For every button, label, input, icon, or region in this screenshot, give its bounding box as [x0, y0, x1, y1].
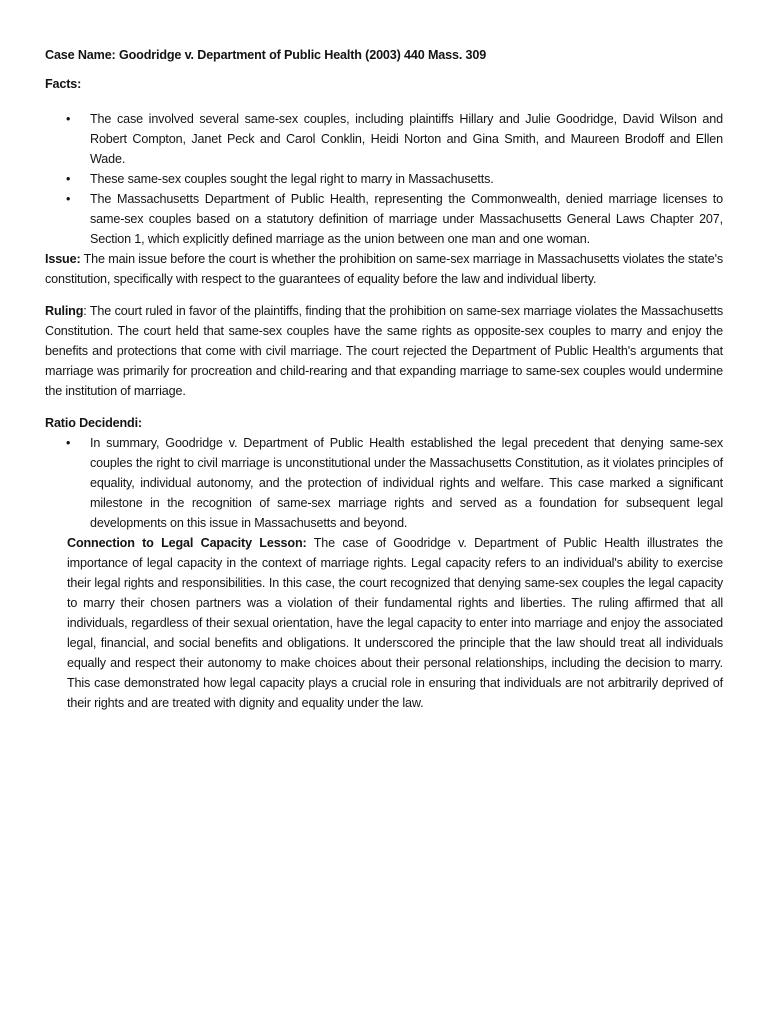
bullet-icon: • [66, 192, 71, 206]
facts-list [45, 109, 723, 249]
issue-text: The main issue before the court is whether the prohibition on same-sex marriage in Massachusetts violates the state's constitution, specifically with respect to the guarantees of equality before the law and individual liberty. [45, 252, 723, 286]
case-name-label: Case Name: [45, 48, 116, 62]
facts-heading: Facts: [45, 77, 82, 91]
ratio-text: In summary, Goodridge v. Department of Public Health established the legal precedent that denying same-sex couples the right to civil marriage is unconstitutional under the Massachusetts Constitution, as it violates principles of equality, individual autonomy, and the protection of individual rights and welfare. This case marked a significant milestone in the recognition of same-sex marriage rights and served as a foundation for subsequent legal developments on this issue in Massachusetts and beyond. [90, 436, 723, 530]
list-item [45, 169, 723, 189]
ratio-list [45, 433, 723, 533]
fact-text: The Massachusetts Department of Public Health, representing the Commonwealth, denied marriage licenses to same-sex couples based on a statutory definition of marriage under Massachusetts General Laws Chapter 207, Section 1, which explicitly defined marriage as the union between one man and one woman. [90, 192, 723, 246]
ruling-paragraph [45, 301, 723, 401]
list-item [45, 189, 723, 249]
case-name-value: Goodridge v. Department of Public Health (2003) 440 Mass. 309 [118, 48, 487, 62]
connection-text: The case of Goodridge v. Department of Public Health illustrates the importance of legal capacity in the context of marriage rights. Legal capacity refers to an individual's ability to exercise their legal rights and responsibilities. In this case, the court recognized that denying same-sex couples the legal capacity to marry their chosen partners was a violation of their fundamental rights and liberties. The ruling affirmed that all individuals, regardless of their sexual orientation, have the legal capacity to enter into marriage and enjoy the associated legal, financial, and social benefits and obligations. It underscored the principle that the law should treat all individuals equally and respect their autonomy to make choices about their personal relationships, including the decision to marry. This case demonstrated how legal capacity plays a crucial role in ensuring that individuals are not arbitrarily deprived of their rights and are treated with dignity and equality under the law. [67, 536, 723, 710]
list-item [45, 433, 723, 533]
document-page [45, 45, 723, 713]
bullet-icon: • [66, 436, 71, 450]
list-item [45, 109, 723, 169]
connection-paragraph [67, 533, 723, 713]
connection-label: Connection to Legal Capacity Lesson: [67, 536, 307, 550]
bullet-icon: • [66, 112, 71, 126]
case-name-heading [45, 45, 723, 65]
issue-paragraph [45, 249, 723, 289]
ruling-label: Ruling [45, 304, 84, 318]
issue-label: Issue: [45, 252, 81, 266]
bullet-icon: • [66, 172, 71, 186]
ruling-text: : The court ruled in favor of the plaintiffs, finding that the prohibition on same-sex marriage violates the Massachusetts Constitution. The court held that same-sex couples have the same rights as opposite-sex couples to marry and enjoy the benefits and protections that come with civil marriage. The court rejected the Department of Public Health's arguments that marriage was primarily for procreation and child-rearing and that expanding marriage to same-sex couples would undermine the institution of marriage. [45, 304, 723, 398]
ratio-heading: Ratio Decidendi: [45, 416, 142, 430]
fact-text: The case involved several same-sex couples, including plaintiffs Hillary and Julie Goodridge, David Wilson and Robert Compton, Janet Peck and Carol Conklin, Heidi Norton and Gina Smith, and Maureen Brodoff and Ellen Wade. [90, 112, 723, 166]
fact-text: These same-sex couples sought the legal right to marry in Massachusetts. [90, 172, 494, 186]
